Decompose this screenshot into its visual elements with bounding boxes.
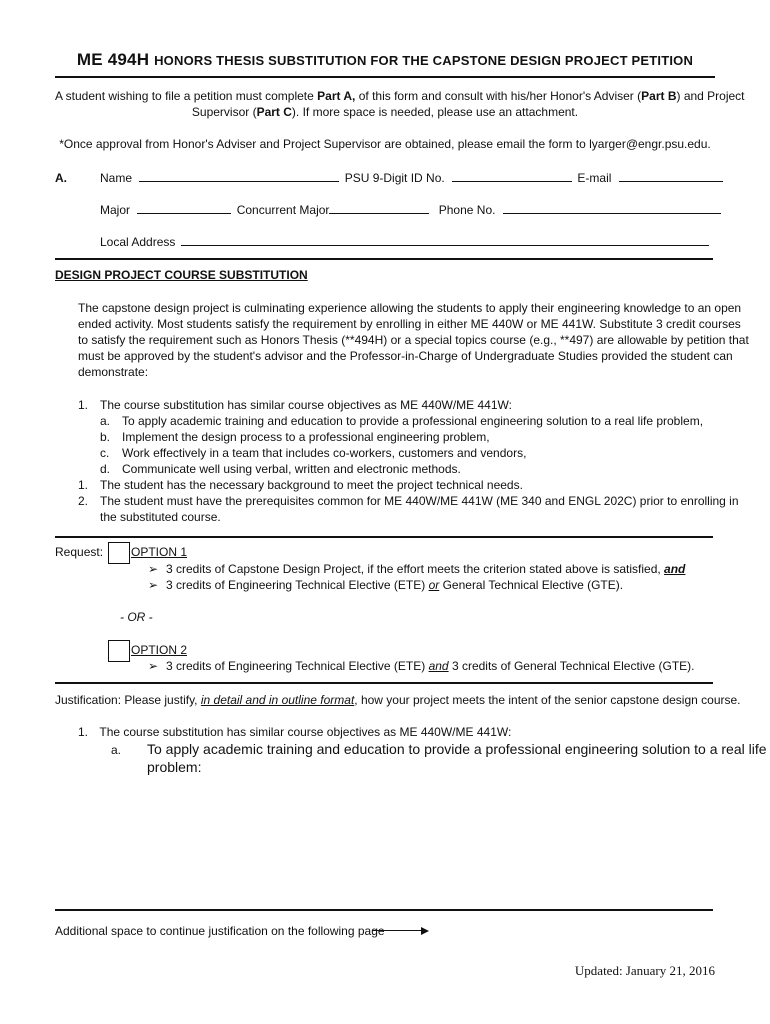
section-paragraph xyxy=(78,300,749,380)
request-rule xyxy=(55,536,713,538)
justification-label xyxy=(55,692,741,708)
name-field[interactable] xyxy=(139,170,339,182)
arrow-bullet-icon: ➢ xyxy=(148,562,159,576)
list-number: 1. xyxy=(78,725,89,739)
arrow-right-icon xyxy=(372,930,422,931)
intro-part-a: Part A, xyxy=(317,89,356,103)
option-1-bullet-1 xyxy=(148,561,685,577)
list-text: problem: xyxy=(147,759,202,775)
justification-item-1 xyxy=(78,724,511,740)
arrow-bullet-icon: ➢ xyxy=(148,659,159,673)
arrow-right-icon-head xyxy=(421,927,429,935)
list-text: the substituted course. xyxy=(100,510,221,524)
form-title xyxy=(55,50,715,70)
bullet-emphasis: or xyxy=(428,578,440,592)
request-label: Request: xyxy=(55,545,104,559)
paragraph-line: demonstrate: xyxy=(78,365,149,379)
major-row xyxy=(100,202,705,218)
option-2-title: OPTION 2 xyxy=(131,643,188,657)
intro-text: of this form and consult with his/her Honor's Adviser ( xyxy=(355,89,642,103)
paragraph-line: The capstone design project is culminating experience allowing the students to apply their engineering knowledge to an open xyxy=(78,301,742,315)
list-number: 2. xyxy=(78,494,89,508)
list-number: a. xyxy=(100,414,111,428)
list-text: To apply academic training and education to provide a professional engineering solution to a real life problem, xyxy=(122,414,704,428)
bullet-text: 3 credits of Engineering Technical Elective (ETE) xyxy=(166,578,429,592)
bullet-text: General Technical Elective (GTE). xyxy=(439,578,624,592)
justification-item-1a-number: a. xyxy=(111,743,122,757)
intro-text: ). If more space is needed, please use an attachment. xyxy=(291,105,579,119)
intro-paragraph xyxy=(55,88,745,120)
bullet-text: 3 credits of Capstone Design Project, if the effort meets the criterion stated above is satisfied, xyxy=(166,562,665,576)
name-label: Name xyxy=(100,171,133,185)
concurrent-major-field[interactable] xyxy=(329,202,429,214)
or-separator: - OR - xyxy=(120,610,153,624)
list-item xyxy=(78,429,718,445)
email-label: E-mail xyxy=(577,171,612,185)
list-item xyxy=(78,445,718,461)
name-row xyxy=(100,170,705,186)
local-address-field[interactable] xyxy=(181,234,709,246)
list-text: To apply academic training and education to provide a professional engineering solution to a real life xyxy=(147,741,767,757)
list-item xyxy=(78,509,718,525)
paragraph-line: to satisfy the requirement such as Honors Thesis (**494H) or a special topics course (e.g., **497) are allowable by petition that xyxy=(78,333,749,347)
intro-text: A student wishing to file a petition must complete xyxy=(55,89,318,103)
email-field[interactable] xyxy=(619,170,723,182)
bullet-text: 3 credits of General Technical Elective (GTE). xyxy=(448,659,695,673)
concurrent-major-label: Concurrent Major xyxy=(236,203,330,217)
objectives-list xyxy=(78,397,739,525)
option-1-bullet-2 xyxy=(148,577,623,593)
title-rule xyxy=(55,76,715,78)
email-instruction: *Once approval from Honor's Adviser and Project Supervisor are obtained, please email the form to lyarger@engr.psu.edu. xyxy=(59,137,711,151)
list-text: Communicate well using verbal, written and electronic methods. xyxy=(122,462,461,476)
option-1-checkbox[interactable] xyxy=(108,542,130,564)
psu-id-field[interactable] xyxy=(452,170,572,182)
list-number: b. xyxy=(100,430,111,444)
justification-text: Justification: Please justify, xyxy=(55,693,201,707)
list-item xyxy=(78,397,718,413)
list-number: c. xyxy=(100,446,110,460)
major-label: Major xyxy=(100,203,131,217)
bullet-emphasis: and xyxy=(428,659,449,673)
local-address-row xyxy=(100,234,705,250)
list-item xyxy=(78,461,718,477)
additional-space-note: Additional space to continue justification on the following page xyxy=(55,924,385,938)
additional-rule xyxy=(55,909,713,911)
list-text: The student must have the prerequisites common for ME 440W/ME 441W (ME 340 and ENGL 202C) prior to enrolling in xyxy=(100,494,739,508)
list-item xyxy=(78,413,718,429)
justification-text: , how your project meets the intent of the senior capstone design course. xyxy=(354,693,741,707)
intro-text: Supervisor ( xyxy=(191,105,257,119)
list-text: The student has the necessary background to meet the project technical needs. xyxy=(100,478,523,492)
section-rule xyxy=(55,258,713,260)
list-item xyxy=(78,493,739,509)
list-text: Implement the design process to a professional engineering problem, xyxy=(122,430,490,444)
phone-label: Phone No. xyxy=(438,203,496,217)
justification-rule xyxy=(55,682,713,684)
arrow-bullet-icon: ➢ xyxy=(148,578,159,592)
justification-text-area[interactable] xyxy=(147,782,713,904)
section-heading: DESIGN PROJECT COURSE SUBSTITUTION xyxy=(55,268,308,282)
form-title-rest: HONORS THESIS SUBSTITUTION FOR THE CAPSTONE DESIGN PROJECT PETITION xyxy=(154,53,694,68)
bullet-text: 3 credits of Engineering Technical Elective (ETE) xyxy=(166,659,429,673)
option-2-checkbox[interactable] xyxy=(108,640,130,662)
major-field[interactable] xyxy=(137,202,231,214)
list-item xyxy=(78,477,718,493)
updated-date: Updated: January 21, 2016 xyxy=(574,963,715,978)
list-number: d. xyxy=(100,462,111,476)
local-address-label: Local Address xyxy=(100,235,176,249)
form-title-lead: ME 494H xyxy=(76,50,155,69)
psu-id-label: PSU 9-Digit ID No. xyxy=(344,171,445,185)
intro-part-b: Part B xyxy=(641,89,677,103)
phone-field[interactable] xyxy=(503,202,721,214)
option-1-title: OPTION 1 xyxy=(131,545,188,559)
intro-part-c: Part C xyxy=(256,105,292,119)
justification-item-1a xyxy=(147,740,767,776)
paragraph-line: ended activity. Most students satisfy the requirement by enrolling in either ME 440W or ME 441W. Substitute 3 credit courses xyxy=(78,317,741,331)
justification-emphasis: in detail and in outline format xyxy=(200,693,355,707)
intro-text: ) and Project xyxy=(676,89,745,103)
option-2-bullet-1 xyxy=(148,658,695,674)
list-number: 1. xyxy=(78,398,89,412)
list-text: The course substitution has similar course objectives as ME 440W/ME 441W: xyxy=(100,398,512,412)
list-text: The course substitution has similar course objectives as ME 440W/ME 441W: xyxy=(99,725,512,739)
paragraph-line: must be approved by the student's advisor and the Professor-in-Charge of Undergraduate Studies provided the student can xyxy=(78,349,733,363)
list-text: Work effectively in a team that includes co-workers, customers and vendors, xyxy=(122,446,527,460)
part-a-label: A. xyxy=(55,171,67,185)
bullet-emphasis: and xyxy=(664,562,686,576)
list-number: 1. xyxy=(78,478,89,492)
